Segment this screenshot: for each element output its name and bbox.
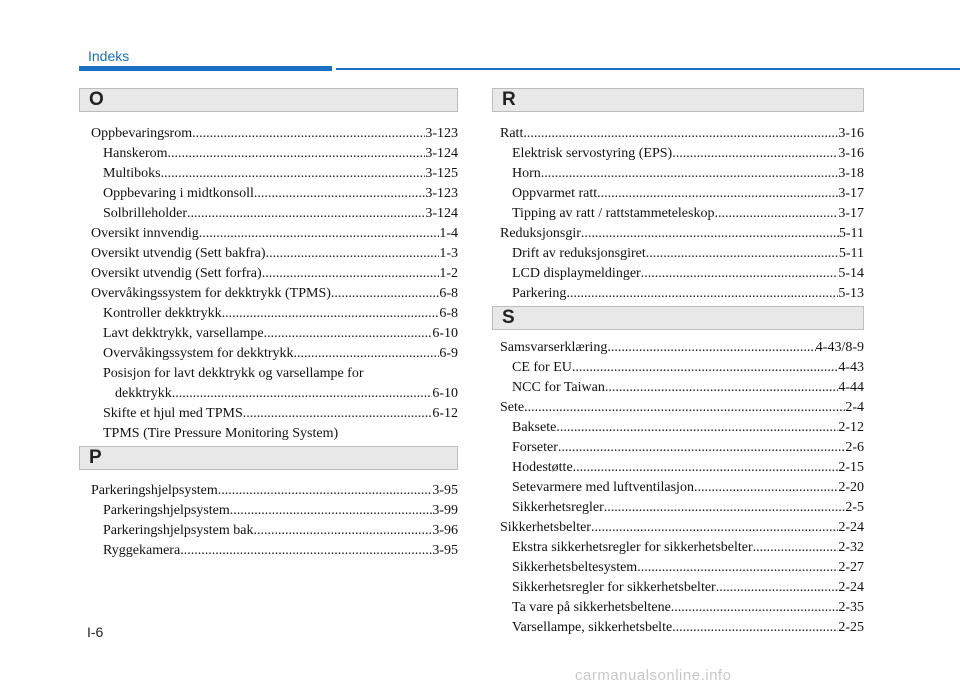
index-entry bbox=[91, 224, 458, 244]
index-entry-text: Multiboks bbox=[103, 166, 161, 181]
index-entry-text: Sete bbox=[500, 400, 525, 415]
index-entry-text: Oversikt innvendig bbox=[91, 226, 199, 241]
index-entry bbox=[91, 521, 458, 541]
index-entry bbox=[500, 124, 864, 144]
dot-leader bbox=[264, 324, 433, 344]
index-entry bbox=[500, 578, 864, 598]
index-entry-page: 1-3 bbox=[439, 246, 458, 261]
index-entry-text: Sikkerhetsregler for sikkerhetsbelter bbox=[512, 580, 716, 595]
index-entry-text: Tipping av ratt / rattstammeteleskop bbox=[512, 206, 715, 221]
index-entry-text: Overvåkingssystem for dekktrykk (TPMS) bbox=[91, 286, 331, 301]
dot-leader bbox=[566, 284, 838, 304]
dot-leader bbox=[253, 521, 432, 541]
index-entry-page: 3-123 bbox=[425, 186, 458, 201]
dot-leader bbox=[331, 284, 439, 304]
index-entry-text: Skifte et hjul med TPMS bbox=[103, 406, 243, 421]
index-entry-page: 6-9 bbox=[439, 346, 458, 361]
index-entry-text: Sikkerhetsbelter bbox=[500, 520, 591, 535]
index-entry-page: 3-16 bbox=[838, 146, 864, 161]
index-entry bbox=[500, 164, 864, 184]
section-header-o bbox=[79, 88, 458, 112]
index-entry bbox=[91, 284, 458, 304]
dot-leader bbox=[262, 264, 440, 284]
index-entry bbox=[500, 538, 864, 558]
index-entry bbox=[500, 618, 864, 638]
index-entry-text: Oppbevaringsrom bbox=[91, 126, 193, 141]
dot-leader bbox=[556, 418, 838, 438]
index-entry bbox=[91, 324, 458, 344]
index-entry bbox=[91, 304, 458, 324]
dot-leader bbox=[218, 481, 433, 501]
dot-leader bbox=[523, 124, 838, 144]
dot-leader bbox=[641, 264, 839, 284]
index-entry bbox=[91, 244, 458, 264]
index-entry bbox=[500, 144, 864, 164]
index-entry-text: Sikkerhetsregler bbox=[512, 500, 604, 515]
index-entry-page: 3-124 bbox=[425, 206, 458, 221]
index-entry bbox=[500, 398, 864, 418]
dot-leader bbox=[524, 398, 845, 418]
index-entry-page: 2-27 bbox=[838, 560, 864, 575]
index-header-title: Indeks bbox=[88, 48, 130, 64]
index-entry-page: 3-96 bbox=[432, 523, 458, 538]
section-letter-p: P bbox=[89, 447, 102, 468]
index-entry bbox=[91, 124, 458, 144]
index-entry-page: 2-25 bbox=[838, 620, 864, 635]
header-rule bbox=[336, 68, 960, 70]
index-entry-text: Solbrilleholder bbox=[103, 206, 187, 221]
dot-leader bbox=[753, 538, 839, 558]
index-entry-text: Posisjon for lavt dekktrykk og varsellampe for bbox=[103, 366, 364, 381]
index-entry-page: 2-5 bbox=[845, 500, 864, 515]
dot-leader bbox=[243, 404, 433, 424]
dot-leader bbox=[572, 358, 838, 378]
index-entry bbox=[500, 518, 864, 538]
index-entry-text: Lavt dekktrykk, varsellampe bbox=[103, 326, 264, 341]
dot-leader bbox=[294, 344, 440, 364]
dot-leader bbox=[222, 304, 440, 324]
index-entry-page: 5-14 bbox=[838, 266, 864, 281]
index-entry-page: 2-24 bbox=[838, 580, 864, 595]
dot-leader bbox=[541, 164, 839, 184]
section-letter-o: O bbox=[89, 89, 104, 110]
dot-leader bbox=[637, 558, 838, 578]
section-header-p bbox=[79, 446, 458, 470]
index-entry-page: 3-18 bbox=[838, 166, 864, 181]
index-entry-text: Setevarmere med luftventilasjon bbox=[512, 480, 694, 495]
index-entry-text: Oversikt utvendig (Sett bakfra) bbox=[91, 246, 266, 261]
dot-leader bbox=[172, 384, 433, 404]
index-entry-page: 4-43/8-9 bbox=[815, 340, 864, 355]
dot-leader bbox=[672, 144, 838, 164]
index-entry bbox=[500, 264, 864, 284]
page-number: I-6 bbox=[87, 624, 104, 640]
index-entry bbox=[500, 244, 864, 264]
dot-leader bbox=[671, 598, 839, 618]
index-entry-page: 2-6 bbox=[845, 440, 864, 455]
index-entry-page: 2-24 bbox=[838, 520, 864, 535]
dot-leader bbox=[573, 458, 839, 478]
index-entry-page: 3-125 bbox=[425, 166, 458, 181]
index-entry-page: 4-44 bbox=[838, 380, 864, 395]
dot-leader bbox=[591, 518, 838, 538]
index-entry-text: Oppbevaring i midtkonsoll bbox=[103, 186, 254, 201]
index-entry-text: Oppvarmet ratt bbox=[512, 186, 598, 201]
index-entry bbox=[91, 501, 458, 521]
index-entry-text: Oversikt utvendig (Sett forfra) bbox=[91, 266, 262, 281]
index-entry-text: Hanskerom bbox=[103, 146, 168, 161]
index-entry-text: Hodestøtte bbox=[512, 460, 573, 475]
index-entry bbox=[91, 144, 458, 164]
index-entry bbox=[91, 541, 458, 561]
index-entry-text: Sikkerhetsbeltesystem bbox=[512, 560, 638, 575]
dot-leader bbox=[597, 184, 838, 204]
index-entry-text: Parkering bbox=[512, 286, 567, 301]
index-entry-text: Reduksjonsgir bbox=[500, 226, 581, 241]
dot-leader bbox=[716, 578, 839, 598]
index-entry bbox=[91, 184, 458, 204]
index-entry bbox=[91, 481, 458, 501]
dot-leader bbox=[168, 144, 426, 164]
dot-leader bbox=[254, 184, 425, 204]
watermark: carmanualsonline.info bbox=[575, 667, 732, 684]
index-entry-page: 2-20 bbox=[838, 480, 864, 495]
index-entry-page: 5-11 bbox=[838, 246, 864, 261]
index-entry-page: 3-95 bbox=[432, 543, 458, 558]
index-entry-text: TPMS (Tire Pressure Monitoring System) bbox=[103, 426, 339, 441]
index-entry bbox=[500, 598, 864, 618]
index-entry-page: 3-99 bbox=[432, 503, 458, 518]
index-entry-page: 2-12 bbox=[838, 420, 864, 435]
index-entry-text: Baksete bbox=[512, 420, 557, 435]
dot-leader bbox=[604, 498, 846, 518]
dot-leader bbox=[161, 164, 426, 184]
index-entry-text: Overvåkingssystem for dekktrykk bbox=[103, 346, 294, 361]
index-entry bbox=[500, 558, 864, 578]
dot-leader bbox=[180, 541, 432, 561]
dot-leader bbox=[192, 124, 425, 144]
index-entry bbox=[500, 184, 864, 204]
header-accent-bar bbox=[79, 66, 332, 71]
index-entry-text: NCC for Taiwan bbox=[512, 380, 605, 395]
index-entry bbox=[500, 378, 864, 398]
index-entry-page: 4-43 bbox=[838, 360, 864, 375]
index-entry bbox=[91, 344, 458, 364]
index-entry bbox=[500, 204, 864, 224]
index-entry-page: 1-4 bbox=[439, 226, 458, 241]
index-entry bbox=[500, 498, 864, 518]
index-entry-page: 2-35 bbox=[838, 600, 864, 615]
index-list-r bbox=[500, 124, 864, 304]
index-list-p bbox=[91, 481, 458, 561]
dot-leader bbox=[581, 224, 839, 244]
index-entry-page: 2-15 bbox=[838, 460, 864, 475]
index-entry-text: Parkeringshjelpsystem bak bbox=[103, 523, 254, 538]
index-entry-text: Drift av reduksjonsgiret bbox=[512, 246, 646, 261]
index-entry-text: Ratt bbox=[500, 126, 524, 141]
index-entry bbox=[500, 418, 864, 438]
index-entry-page: 2-4 bbox=[845, 400, 864, 415]
index-entry-text: Samsvarserklæring bbox=[500, 340, 608, 355]
section-header-r bbox=[492, 88, 864, 112]
index-entry-page: 6-10 bbox=[432, 326, 458, 341]
index-entry-page: 6-10 bbox=[432, 386, 458, 401]
dot-leader bbox=[199, 224, 440, 244]
index-entry-page: 2-32 bbox=[838, 540, 864, 555]
index-entry-page: 6-8 bbox=[439, 306, 458, 321]
index-entry bbox=[91, 264, 458, 284]
index-entry bbox=[91, 364, 458, 384]
index-entry bbox=[500, 458, 864, 478]
index-entry-page: 6-8 bbox=[439, 286, 458, 301]
index-entry-page: 3-95 bbox=[432, 483, 458, 498]
dot-leader bbox=[694, 478, 838, 498]
index-entry bbox=[91, 404, 458, 424]
index-entry bbox=[500, 478, 864, 498]
index-entry bbox=[500, 358, 864, 378]
dot-leader bbox=[605, 378, 838, 398]
index-list-s bbox=[500, 338, 864, 638]
section-letter-s: S bbox=[502, 307, 515, 328]
dot-leader bbox=[266, 244, 440, 264]
index-entry bbox=[500, 224, 864, 244]
index-entry bbox=[91, 204, 458, 224]
index-entry-page: 3-123 bbox=[425, 126, 458, 141]
dot-leader bbox=[607, 338, 815, 358]
index-entry-text: Ryggekamera bbox=[103, 543, 181, 558]
index-entry-page: 6-12 bbox=[432, 406, 458, 421]
index-entry-text: Kontroller dekktrykk bbox=[103, 306, 222, 321]
dot-leader bbox=[230, 501, 433, 521]
dot-leader bbox=[714, 204, 838, 224]
section-letter-r: R bbox=[502, 89, 516, 110]
index-entry-text: Horn bbox=[512, 166, 541, 181]
index-entry-text: Forseter bbox=[512, 440, 558, 455]
dot-leader bbox=[646, 244, 839, 264]
index-entry-page: 3-16 bbox=[838, 126, 864, 141]
index-list-o bbox=[91, 124, 458, 464]
index-entry-page: 5-13 bbox=[838, 286, 864, 301]
dot-leader bbox=[187, 204, 425, 224]
index-entry bbox=[500, 338, 864, 358]
index-entry-page: 1-2 bbox=[439, 266, 458, 281]
index-entry-text: Parkeringshjelpsystem bbox=[103, 503, 230, 518]
index-entry bbox=[91, 384, 458, 404]
index-entry bbox=[500, 284, 864, 304]
index-entry-text: dekktrykk bbox=[115, 386, 172, 401]
index-entry-page: 5-11 bbox=[838, 226, 864, 241]
index-entry-text: Ekstra sikkerhetsregler for sikkerhetsbelter bbox=[512, 540, 753, 555]
section-header-s bbox=[492, 306, 864, 330]
index-entry bbox=[91, 164, 458, 184]
index-entry-page: 3-17 bbox=[838, 186, 864, 201]
index-entry-text: Varsellampe, sikkerhetsbelte bbox=[512, 620, 673, 635]
index-entry bbox=[500, 438, 864, 458]
index-entry-text: Elektrisk servostyring (EPS) bbox=[512, 146, 673, 161]
index-entry-text: LCD displaymeldinger bbox=[512, 266, 641, 281]
dot-leader bbox=[558, 438, 845, 458]
index-entry-page: 3-17 bbox=[838, 206, 864, 221]
index-entry-text: Parkeringshjelpsystem bbox=[91, 483, 218, 498]
dot-leader bbox=[672, 618, 838, 638]
index-entry-page: 3-124 bbox=[425, 146, 458, 161]
index-entry bbox=[91, 424, 458, 444]
index-entry-text: Ta vare på sikkerhetsbeltene bbox=[512, 600, 671, 615]
index-entry-text: CE for EU bbox=[512, 360, 572, 375]
